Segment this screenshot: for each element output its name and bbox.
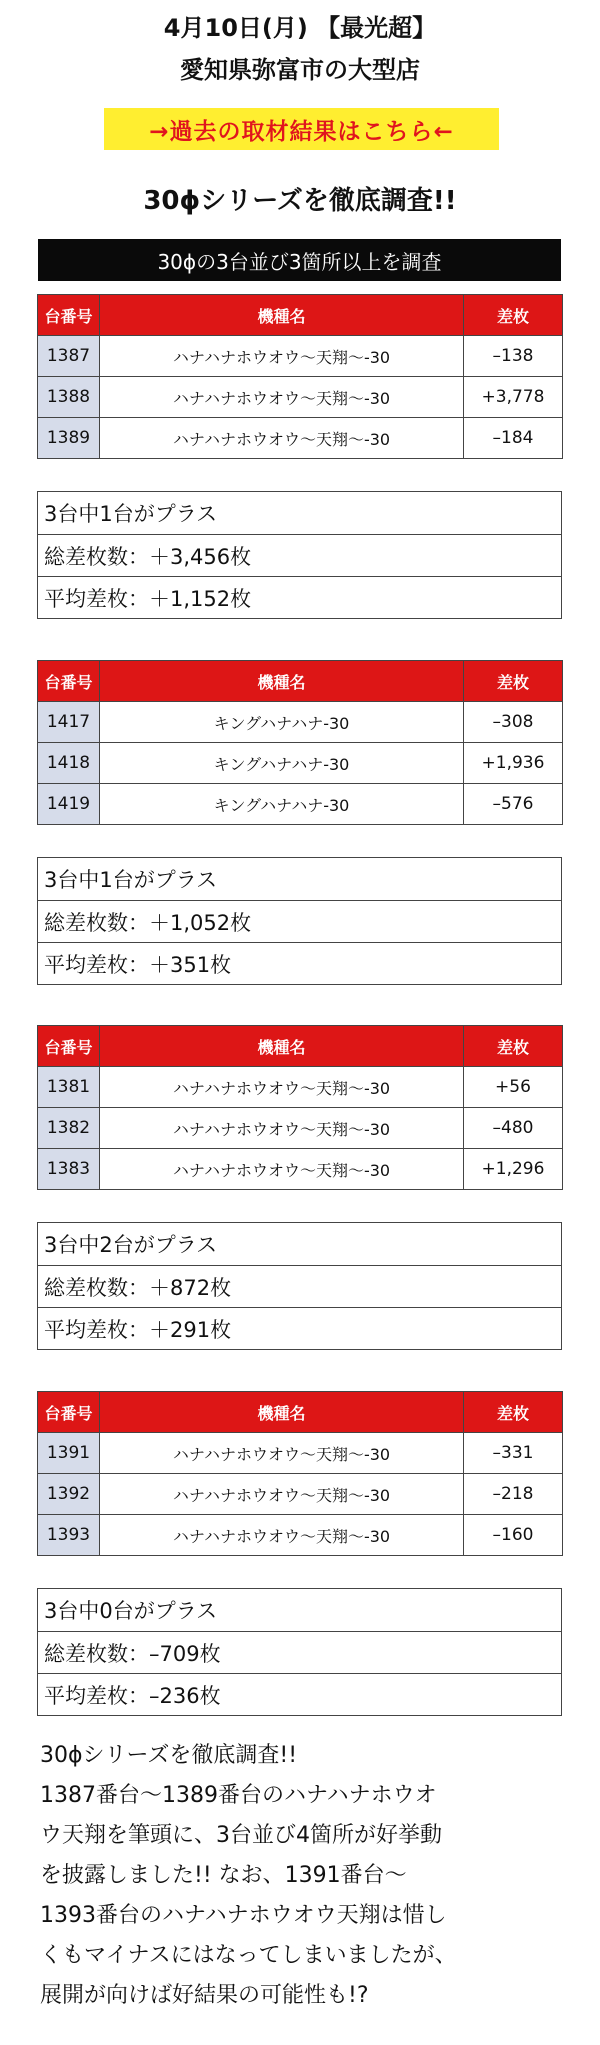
- machine-table-1: [37, 294, 563, 459]
- machine-number: 1387: [38, 336, 100, 377]
- coin-diff: –184: [464, 418, 563, 459]
- plus-count: 3台中0台がプラス: [44, 1599, 218, 1623]
- machine-number: 1392: [38, 1474, 100, 1515]
- machine-name: ハナハナホウオウ〜天翔〜-30: [100, 1515, 464, 1556]
- machine-table-2: [37, 660, 563, 825]
- coin-diff: –160: [464, 1515, 563, 1556]
- table-row: [38, 1067, 563, 1108]
- table-row: [38, 1108, 563, 1149]
- machine-table-3: [37, 1025, 563, 1190]
- machine-number: 1419: [38, 784, 100, 825]
- coin-diff: –576: [464, 784, 563, 825]
- body-line: を披露しました!! なお、1391番台〜: [40, 1863, 407, 1888]
- machine-number: 1383: [38, 1149, 100, 1190]
- coin-diff: –308: [464, 702, 563, 743]
- machine-name: ハナハナホウオウ〜天翔〜-30: [100, 336, 464, 377]
- machine-name: ハナハナホウオウ〜天翔〜-30: [100, 1433, 464, 1474]
- header-machine: 機種名: [100, 1026, 464, 1067]
- summary-box-3: [37, 1222, 562, 1350]
- header-number: 台番号: [38, 661, 100, 702]
- body-line: 30ϕシリーズを徹底調査!!: [40, 1743, 298, 1768]
- average-diff: 平均差枚：＋291枚: [38, 1307, 561, 1349]
- table-row: [38, 418, 563, 459]
- plus-count: 3台中1台がプラス: [44, 502, 218, 526]
- coin-diff: +3,778: [464, 377, 563, 418]
- machine-number: 1389: [38, 418, 100, 459]
- machine-number: 1417: [38, 702, 100, 743]
- plus-count: 3台中2台がプラス: [44, 1233, 218, 1257]
- coin-diff: +56: [464, 1067, 563, 1108]
- header-diff: 差枚: [464, 295, 563, 336]
- table-row: [38, 336, 563, 377]
- table-header-row: [38, 295, 563, 336]
- total-diff: 総差枚数：＋872枚: [38, 1265, 561, 1307]
- machine-number: 1381: [38, 1067, 100, 1108]
- store-title: 愛知県弥富市の大型店: [180, 56, 420, 84]
- survey-banner: 30ϕの3台並び3箇所以上を調査: [38, 239, 561, 281]
- machine-number: 1382: [38, 1108, 100, 1149]
- header-diff: 差枚: [464, 1026, 563, 1067]
- table-row: [38, 377, 563, 418]
- machine-name: ハナハナホウオウ〜天翔〜-30: [100, 1108, 464, 1149]
- body-line: 1393番台のハナハナホウオウ天翔は惜し: [40, 1903, 447, 1928]
- header-machine: 機種名: [100, 661, 464, 702]
- machine-table-4: [37, 1391, 563, 1556]
- table-row: [38, 784, 563, 825]
- machine-number: 1418: [38, 743, 100, 784]
- table-header-row: [38, 661, 563, 702]
- machine-name: ハナハナホウオウ〜天翔〜-30: [100, 418, 464, 459]
- table-row: [38, 743, 563, 784]
- total-diff: 総差枚数：＋1,052枚: [38, 900, 561, 942]
- summary-box-2: [37, 857, 562, 985]
- date-title: 4月10日(月) 【最光超】: [163, 14, 437, 42]
- coin-diff: –138: [464, 336, 563, 377]
- coin-diff: –218: [464, 1474, 563, 1515]
- body-line: 1387番台〜1389番台のハナハナホウオ: [40, 1783, 437, 1808]
- table-row: [38, 1515, 563, 1556]
- past-results-link[interactable]: →過去の取材結果はこちら←: [104, 108, 499, 150]
- summary-box-1: [37, 491, 562, 619]
- coin-diff: –331: [464, 1433, 563, 1474]
- body-line: ウ天翔を筆頭に、3台並び4箇所が好挙動: [40, 1823, 442, 1848]
- table-row: [38, 1149, 563, 1190]
- table-row: [38, 1474, 563, 1515]
- total-diff: 総差枚数：–709枚: [38, 1631, 561, 1673]
- machine-name: ハナハナホウオウ〜天翔〜-30: [100, 1149, 464, 1190]
- article-body: [40, 1736, 570, 2016]
- machine-name: ハナハナホウオウ〜天翔〜-30: [100, 1067, 464, 1108]
- plus-count: 3台中1台がプラス: [44, 868, 218, 892]
- coin-diff: +1,936: [464, 743, 563, 784]
- table-row: [38, 702, 563, 743]
- header-number: 台番号: [38, 295, 100, 336]
- average-diff: 平均差枚：＋351枚: [38, 942, 561, 984]
- machine-name: キングハナハナ-30: [100, 702, 464, 743]
- machine-number: 1391: [38, 1433, 100, 1474]
- header-diff: 差枚: [464, 1392, 563, 1433]
- summary-box-4: [37, 1588, 562, 1716]
- table-row: [38, 1433, 563, 1474]
- machine-name: ハナハナホウオウ〜天翔〜-30: [100, 1474, 464, 1515]
- header-number: 台番号: [38, 1026, 100, 1067]
- average-diff: 平均差枚：–236枚: [38, 1673, 561, 1715]
- machine-name: ハナハナホウオウ〜天翔〜-30: [100, 377, 464, 418]
- coin-diff: –480: [464, 1108, 563, 1149]
- machine-number: 1388: [38, 377, 100, 418]
- machine-name: キングハナハナ-30: [100, 784, 464, 825]
- table-header-row: [38, 1026, 563, 1067]
- table-header-row: [38, 1392, 563, 1433]
- header-machine: 機種名: [100, 1392, 464, 1433]
- header-number: 台番号: [38, 1392, 100, 1433]
- body-line: 展開が向けば好結果の可能性も!?: [40, 1983, 369, 2008]
- header-machine: 機種名: [100, 295, 464, 336]
- average-diff: 平均差枚：＋1,152枚: [38, 576, 561, 618]
- machine-name: キングハナハナ-30: [100, 743, 464, 784]
- machine-number: 1393: [38, 1515, 100, 1556]
- coin-diff: +1,296: [464, 1149, 563, 1190]
- body-line: くもマイナスにはなってしまいましたが、: [40, 1943, 457, 1968]
- header-diff: 差枚: [464, 661, 563, 702]
- total-diff: 総差枚数：＋3,456枚: [38, 534, 561, 576]
- main-title: 30ϕシリーズを徹底調査!!: [143, 186, 457, 216]
